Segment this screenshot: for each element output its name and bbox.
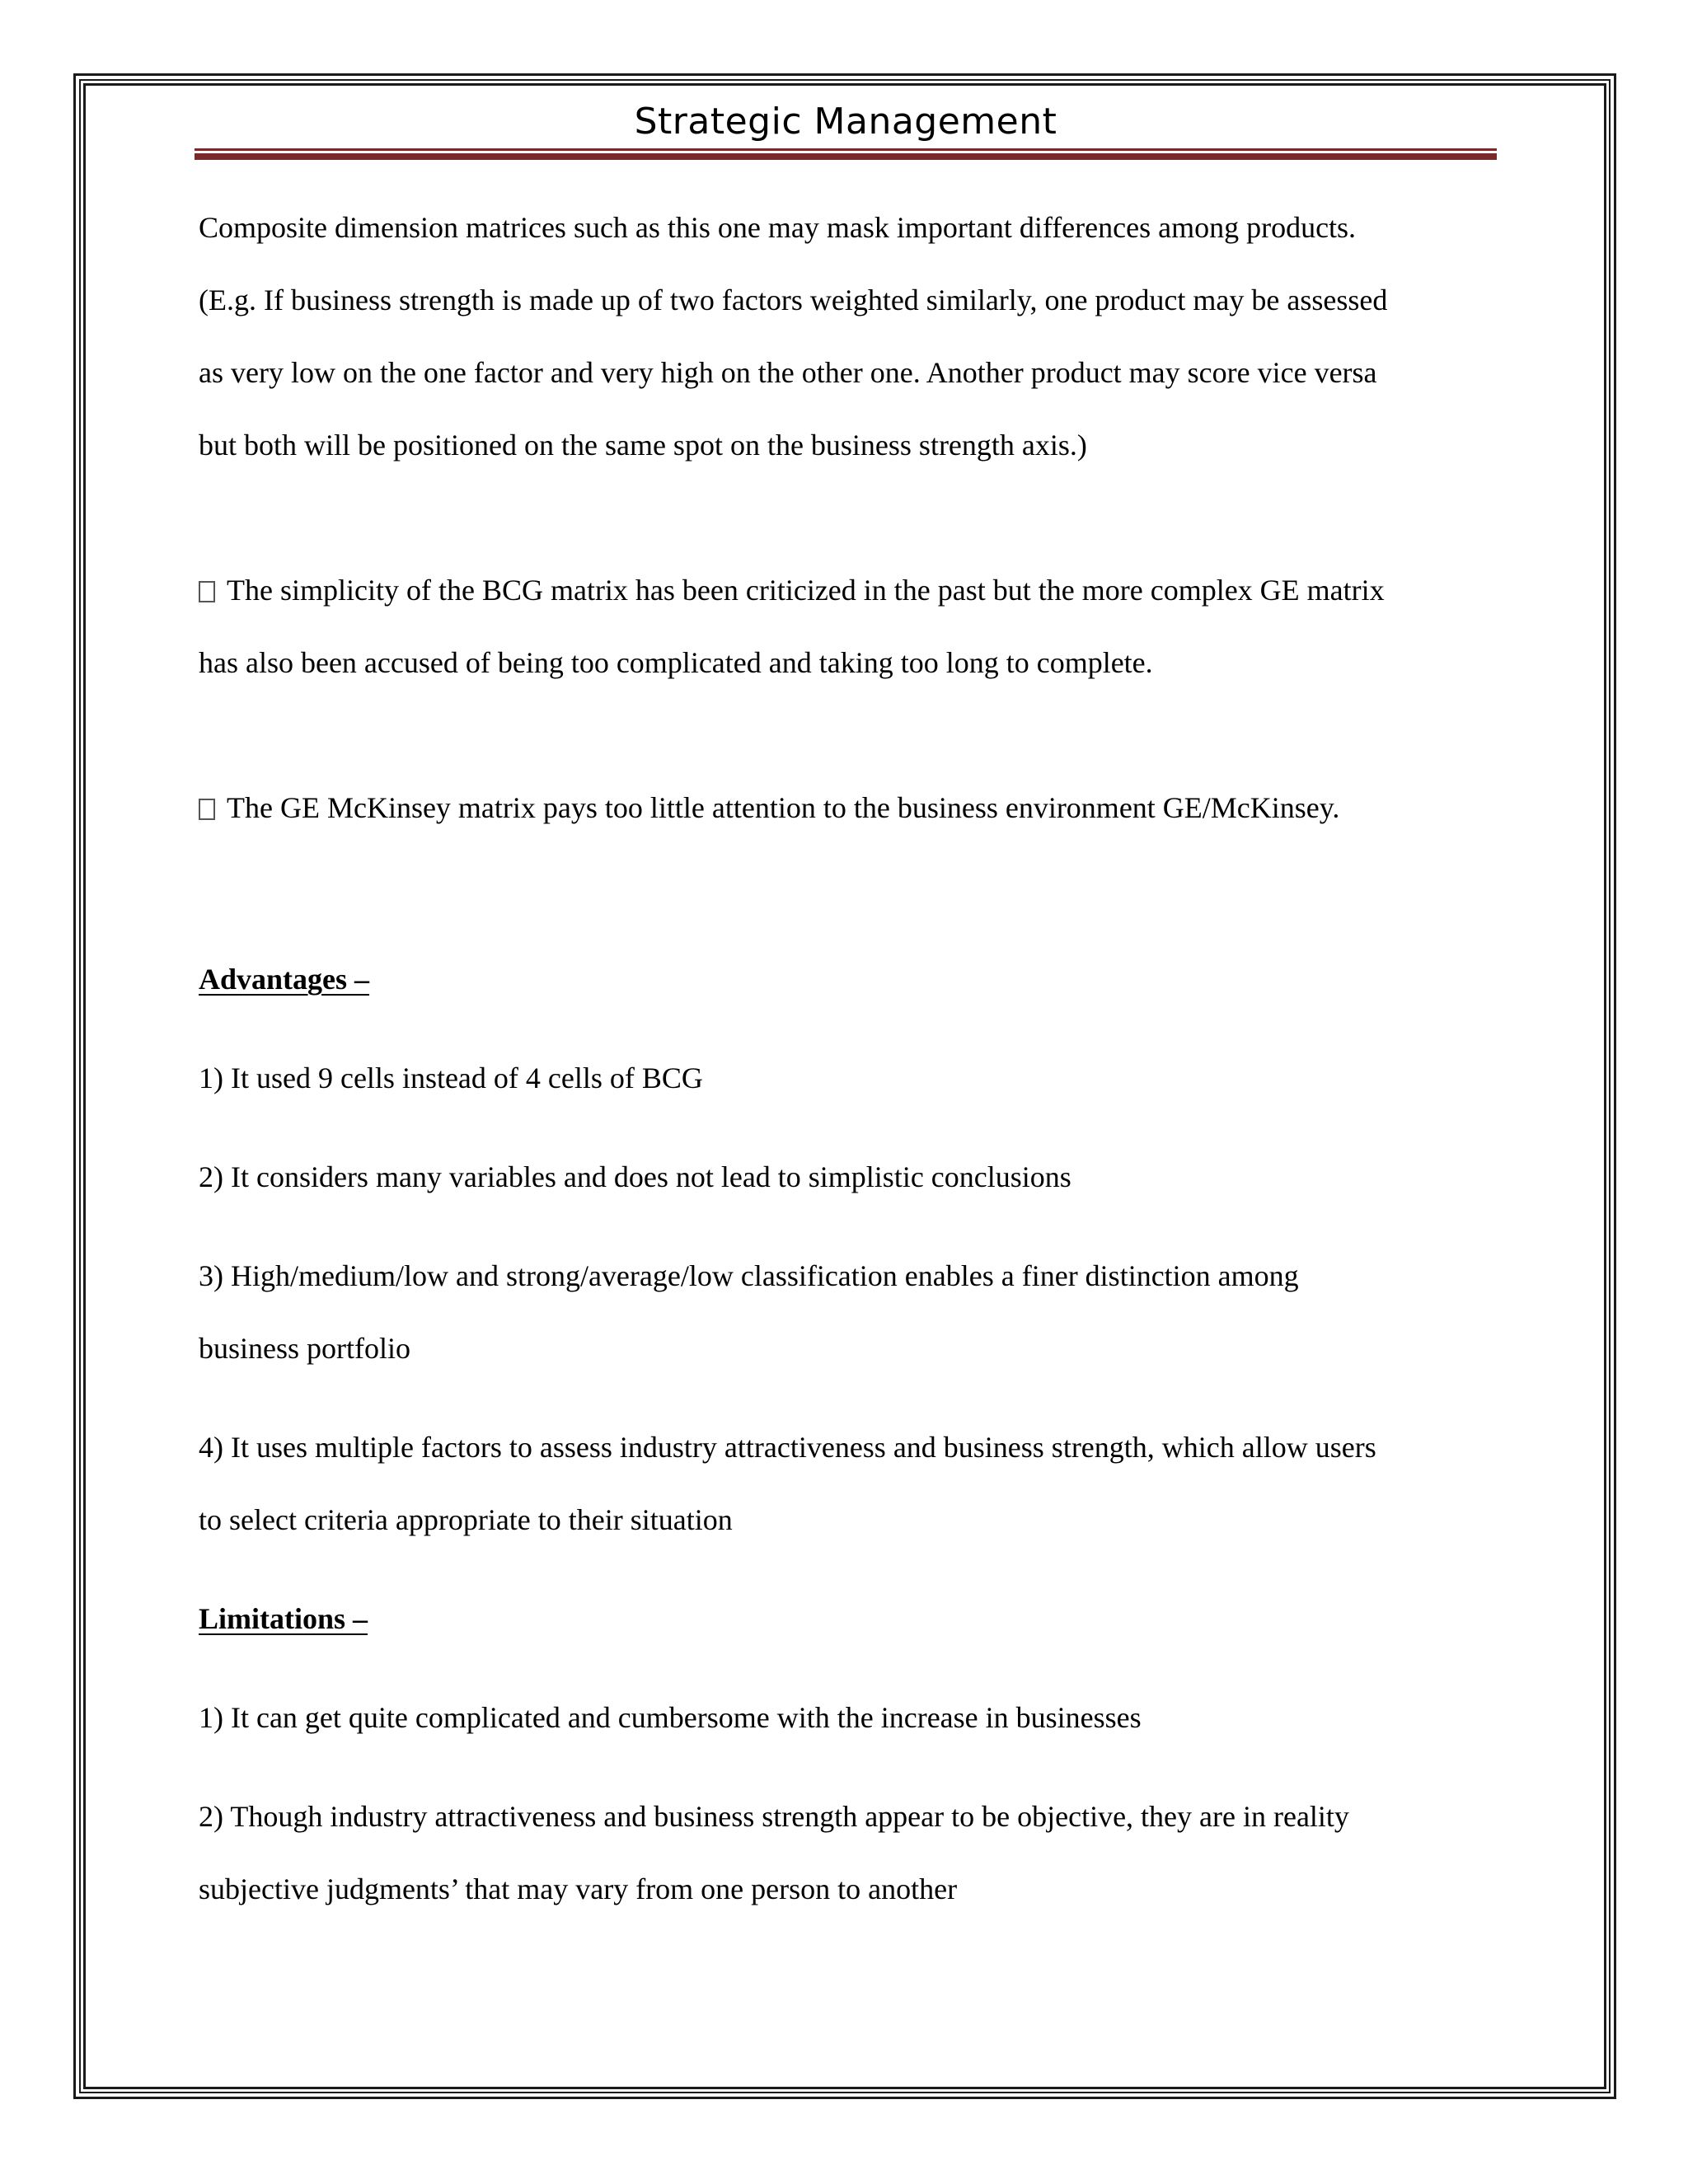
header-rule-thin xyxy=(195,148,1497,151)
limitation-item: 1) It can get quite complicated and cumbersome with the increase in businesses xyxy=(199,1701,1142,1734)
advantage-item: 2) It considers many variables and does not lead to simplistic conclusions xyxy=(199,1160,1071,1193)
missing-glyph-icon xyxy=(199,799,215,820)
advantage-item: 4) It uses multiple factors to assess industry attractiveness and business strength, which allow users xyxy=(199,1431,1376,1464)
page-header-title: Strategic Management xyxy=(634,101,1057,143)
advantage-item: 1) It used 9 cells instead of 4 cells of BCG xyxy=(199,1062,703,1094)
advantages-heading: Advantages – xyxy=(199,963,370,996)
advantage-item-continued: to select criteria appropriate to their situation xyxy=(199,1503,733,1536)
spacer xyxy=(199,844,1501,943)
missing-glyph-icon xyxy=(199,581,215,602)
advantage-item-continued: business portfolio xyxy=(199,1332,410,1365)
bullet-line: The GE McKinsey matrix pays too little attention to the business environment GE/McKinsey. xyxy=(227,791,1340,824)
advantage-item: 3) High/medium/low and strong/average/low classification enables a finer distinction among xyxy=(199,1259,1299,1292)
spacer xyxy=(199,699,1501,771)
limitation-item-continued: subjective judgments’ that may vary from one person to another xyxy=(199,1872,958,1905)
limitations-heading: Limitations – xyxy=(199,1602,368,1635)
bullet-paragraph xyxy=(199,771,1501,844)
limitations-section xyxy=(199,1582,1501,1925)
document-body xyxy=(199,191,1501,1925)
limitation-item: 2) Though industry attractiveness and business strength appear to be objective, they are in reality xyxy=(199,1800,1349,1833)
header-rule-thick xyxy=(195,153,1497,160)
intro-line: Composite dimension matrices such as this one may mask important differences among products. xyxy=(199,211,1357,244)
bullet-line: The simplicity of the BCG matrix has been criticized in the past but the more complex GE matrix xyxy=(227,574,1385,607)
bullet-line: has also been accused of being too complicated and taking too long to complete. xyxy=(199,646,1153,679)
intro-line: but both will be positioned on the same spot on the business strength axis.) xyxy=(199,429,1087,462)
spacer xyxy=(199,481,1501,554)
intro-paragraph xyxy=(199,191,1501,481)
intro-line: (E.g. If business strength is made up of two factors weighted similarly, one product may be assessed xyxy=(199,284,1388,316)
intro-line: as very low on the one factor and very high on the other one. Another product may score vice versa xyxy=(199,356,1377,389)
advantages-section xyxy=(199,943,1501,1556)
bullet-paragraph xyxy=(199,554,1501,699)
